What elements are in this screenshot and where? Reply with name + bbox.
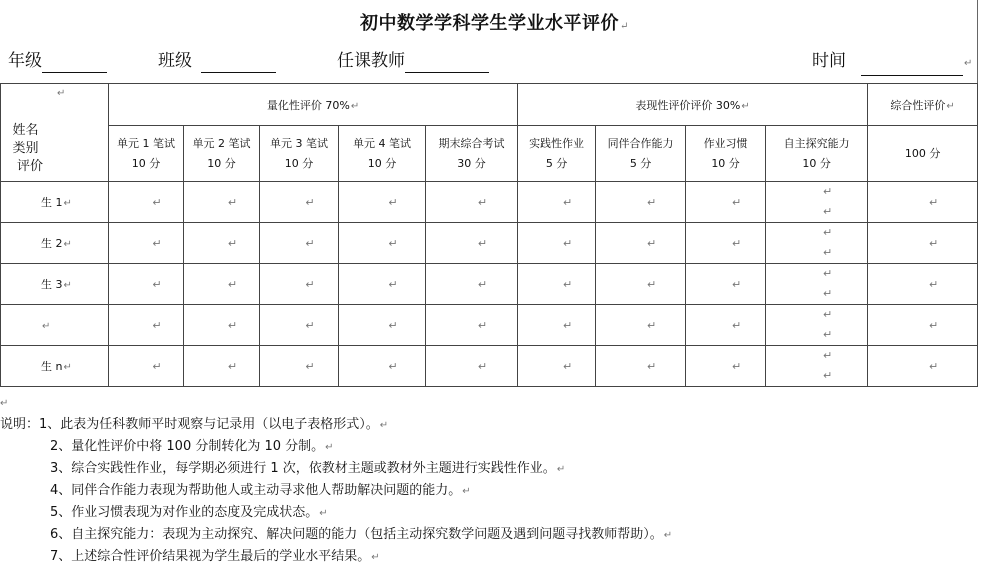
paragraph-mark-icon: ↵ <box>822 185 833 198</box>
paragraph-mark-icon: ↵ <box>227 195 238 209</box>
score-cell[interactable] <box>339 305 426 346</box>
score-cell[interactable] <box>686 223 766 264</box>
time-field <box>812 49 972 73</box>
paragraph-mark-icon: ↵ <box>646 318 657 332</box>
corner-label-evaluation: 评价 <box>17 159 44 174</box>
score-cell[interactable] <box>426 182 518 223</box>
paragraph-mark-icon: ↵ <box>477 318 488 332</box>
group-header-comprehensive: 综合性评价↵ <box>868 84 978 126</box>
paragraph-mark-icon: ↵ <box>227 236 238 250</box>
paragraph-mark-icon: ↵ <box>152 318 162 332</box>
table-row <box>1 223 978 264</box>
student-name: 生 n <box>41 360 63 373</box>
paragraph-mark-icon: ↵ <box>152 236 162 250</box>
paragraph-mark-icon: ↵ <box>227 277 238 291</box>
paragraph-mark-icon: ↵ <box>646 359 657 373</box>
paragraph-mark-icon: ↵ <box>388 236 398 250</box>
score-cell[interactable] <box>339 223 426 264</box>
paragraph-mark-icon: ↵ <box>477 359 488 373</box>
time-input-line[interactable] <box>861 55 963 76</box>
class-input-line[interactable] <box>201 52 276 73</box>
table-row <box>1 264 978 305</box>
paragraph-mark-icon: ↵ <box>0 398 9 409</box>
paragraph-mark-icon: ↵ <box>731 277 742 291</box>
score-cell[interactable] <box>109 346 184 387</box>
paragraph-mark-icon: ↵ <box>462 486 471 497</box>
paragraph-mark-icon: ↵ <box>928 195 939 209</box>
score-cell[interactable] <box>868 305 978 346</box>
score-cell[interactable] <box>109 305 184 346</box>
score-cell[interactable] <box>868 346 978 387</box>
paragraph-mark-icon: ↵ <box>325 442 334 453</box>
paragraph-mark-icon: ↵ <box>305 277 315 291</box>
corner-labels <box>8 122 43 176</box>
grade-field <box>8 49 107 73</box>
page-title <box>0 9 989 35</box>
score-cell[interactable] <box>260 182 339 223</box>
score-cell[interactable] <box>426 346 518 387</box>
score-cell[interactable] <box>596 264 686 305</box>
column-header-peer-cooperation: 同伴合作能力 5 分 <box>596 126 686 182</box>
paragraph-mark-icon: ↵ <box>562 318 573 332</box>
paragraph-mark-icon: ↵ <box>928 318 939 332</box>
table-row <box>1 305 978 346</box>
paragraph-mark-icon: ↵ <box>227 359 238 373</box>
grade-input-line[interactable] <box>42 52 107 73</box>
paragraph-mark-icon: ↵ <box>663 530 673 541</box>
paragraph-mark-icon: ↵ <box>379 420 389 431</box>
student-name: 生 1 <box>41 196 63 209</box>
column-header-unit-2: 单元 2 笔试 10 分 <box>184 126 260 182</box>
class-field <box>158 49 276 73</box>
column-header-self-inquiry: 自主探究能力 10 分 <box>766 126 868 182</box>
score-cell[interactable] <box>109 223 184 264</box>
score-cell[interactable] <box>766 346 868 387</box>
class-label: 班级 <box>158 51 192 71</box>
paragraph-mark-icon: ↵ <box>731 359 742 373</box>
corner-label-category: 类别 <box>12 141 39 156</box>
paragraph-mark-icon: ↵ <box>388 359 398 373</box>
score-cell[interactable] <box>260 264 339 305</box>
paragraph-mark-icon: ↵ <box>822 349 833 362</box>
score-cell[interactable] <box>109 264 184 305</box>
paragraph-mark-icon: ↵ <box>305 236 315 250</box>
paragraph-mark-icon: ↵ <box>822 205 833 218</box>
paragraph-mark-icon: ↵ <box>350 100 360 112</box>
paragraph-mark-icon: ↵ <box>928 359 939 373</box>
score-cell[interactable] <box>596 223 686 264</box>
notes-section <box>0 393 980 568</box>
column-header-final-exam: 期末综合考试 30 分 <box>426 126 518 182</box>
score-cell[interactable] <box>339 264 426 305</box>
paragraph-mark-icon: ↵ <box>477 236 488 250</box>
score-cell[interactable] <box>339 182 426 223</box>
teacher-field <box>337 49 489 73</box>
paragraph-mark-icon: ↵ <box>388 318 398 332</box>
paragraph-mark-icon: ↵ <box>227 318 238 332</box>
paragraph-mark-icon: ↵ <box>822 267 833 280</box>
score-cell[interactable] <box>518 305 596 346</box>
paragraph-mark-icon: ↵ <box>822 246 833 259</box>
paragraph-mark-icon: ↵ <box>42 320 51 332</box>
paragraph-mark-icon: ↵ <box>964 58 973 69</box>
score-cell[interactable] <box>766 264 868 305</box>
corner-header-cell <box>1 84 109 182</box>
paragraph-mark-icon: ↵ <box>57 88 66 99</box>
score-cell[interactable] <box>766 182 868 223</box>
score-cell[interactable] <box>184 346 260 387</box>
score-cell[interactable] <box>518 264 596 305</box>
grade-label: 年级 <box>8 51 42 71</box>
score-cell[interactable] <box>426 264 518 305</box>
paragraph-mark-icon: ↵ <box>556 464 566 475</box>
paragraph-mark-icon: ↵ <box>152 359 162 373</box>
paragraph-mark-icon: ↵ <box>388 277 398 291</box>
column-header-practical-homework: 实践性作业 5 分 <box>518 126 596 182</box>
score-cell[interactable] <box>518 223 596 264</box>
paragraph-mark-icon: ↵ <box>562 195 573 209</box>
score-cell[interactable] <box>184 264 260 305</box>
paragraph-mark-icon: ↵ <box>646 195 657 209</box>
paragraph-mark-icon: ↵ <box>562 277 573 291</box>
column-header-unit-1: 单元 1 笔试 10 分 <box>109 126 184 182</box>
score-cell[interactable] <box>260 346 339 387</box>
note-item: 4、同伴合作能力表现为帮助他人或主动寻求他人帮助解决问题的能力。↵ <box>50 483 471 498</box>
paragraph-mark-icon: ↵ <box>63 280 72 291</box>
corner-label-name: 姓名 <box>12 123 39 138</box>
student-name: 生 3 <box>41 278 63 291</box>
score-cell[interactable] <box>260 305 339 346</box>
score-cell[interactable] <box>518 346 596 387</box>
score-cell[interactable] <box>868 182 978 223</box>
paragraph-mark-icon: ↵ <box>731 318 742 332</box>
paragraph-mark-icon: ↵ <box>822 369 833 382</box>
score-cell[interactable] <box>426 223 518 264</box>
time-label: 时间 <box>812 51 846 71</box>
paragraph-mark-icon: ↵ <box>946 100 955 112</box>
score-cell[interactable] <box>868 223 978 264</box>
score-cell[interactable] <box>184 182 260 223</box>
column-header-unit-4: 单元 4 笔试 10 分 <box>339 126 426 182</box>
paragraph-mark-icon: ↵ <box>646 277 657 291</box>
row-label-cell <box>1 346 109 387</box>
paragraph-mark-icon: ↵ <box>731 236 742 250</box>
score-cell[interactable] <box>686 182 766 223</box>
notes-prefix: 说明： <box>0 417 40 432</box>
score-cell[interactable] <box>109 182 184 223</box>
paragraph-mark-icon: ↵ <box>822 287 833 300</box>
paragraph-mark-icon: ↵ <box>388 195 398 209</box>
column-header-total: 100 分 <box>868 126 978 182</box>
teacher-input-line[interactable] <box>405 52 489 73</box>
paragraph-mark-icon: ↵ <box>928 236 939 250</box>
group-header-performance: 表现性评价评价 30%↵ <box>518 84 868 126</box>
paragraph-mark-icon: ↵ <box>152 277 162 291</box>
score-cell[interactable] <box>766 305 868 346</box>
score-cell[interactable] <box>184 223 260 264</box>
group-header-quantitative: 量化性评价 70%↵ <box>109 84 518 126</box>
note-item: 2、量化性评价中将 100 分制转化为 10 分制。↵ <box>50 439 334 454</box>
score-cell[interactable] <box>596 182 686 223</box>
row-label-cell <box>1 182 109 223</box>
paragraph-mark-icon: ↵ <box>822 328 833 341</box>
paragraph-mark-icon: ↵ <box>646 236 657 250</box>
note-item: 说明：1、此表为任科教师平时观察与记录用（以电子表格形式）。↵ <box>0 417 389 432</box>
note-item: 7、上述综合性评价结果视为学生最后的学业水平结果。↵ <box>50 549 380 564</box>
paragraph-mark-icon: ↵ <box>305 359 315 373</box>
row-label-cell <box>1 305 109 346</box>
score-cell[interactable] <box>339 346 426 387</box>
score-cell[interactable] <box>686 264 766 305</box>
evaluation-table <box>0 83 978 387</box>
column-header-homework-habit: 作业习惯 10 分 <box>686 126 766 182</box>
title-text: 初中数学学科学生学业水平评价 <box>360 13 620 34</box>
paragraph-mark-icon: ↵ <box>152 195 162 209</box>
score-cell[interactable] <box>518 182 596 223</box>
column-header-unit-3: 单元 3 笔试 10 分 <box>260 126 339 182</box>
score-cell[interactable] <box>596 346 686 387</box>
score-cell[interactable] <box>766 223 868 264</box>
paragraph-mark-icon: ↵ <box>63 239 72 250</box>
paragraph-mark-icon: ↵ <box>319 508 328 519</box>
teacher-label: 任课教师 <box>337 51 405 71</box>
paragraph-mark-icon: ↵ <box>822 226 833 239</box>
student-name: 生 2 <box>41 237 63 250</box>
score-cell[interactable] <box>184 305 260 346</box>
paragraph-mark-icon: ↵ <box>63 362 72 373</box>
note-item: 6、自主探究能力：表现为主动探究、解决问题的能力（包括主动探究数学问题及遇到问题寻找教师帮助）。↵ <box>50 527 673 542</box>
paragraph-mark-icon: ↵ <box>477 195 488 209</box>
score-cell[interactable] <box>686 346 766 387</box>
paragraph-mark-icon: ↵ <box>305 195 315 209</box>
score-cell[interactable] <box>686 305 766 346</box>
score-cell[interactable] <box>596 305 686 346</box>
paragraph-mark-icon: ↵ <box>741 100 750 112</box>
row-label-cell <box>1 223 109 264</box>
paragraph-mark-icon: ↵ <box>822 308 833 321</box>
note-item: 3、综合实践性作业，每学期必须进行 1 次，依教材主题或教材外主题进行实践性作业。↵ <box>50 461 566 476</box>
paragraph-mark-icon: ↵ <box>305 318 315 332</box>
paragraph-mark-icon: ↵ <box>562 359 573 373</box>
paragraph-mark-icon: ↵ <box>620 21 629 32</box>
score-cell[interactable] <box>260 223 339 264</box>
note-item: 5、作业习惯表现为对作业的态度及完成状态。↵ <box>50 505 328 520</box>
paragraph-mark-icon: ↵ <box>731 195 742 209</box>
paragraph-mark-icon: ↵ <box>562 236 573 250</box>
paragraph-mark-icon: ↵ <box>928 277 939 291</box>
paragraph-mark-icon: ↵ <box>371 552 380 563</box>
table-row <box>1 346 978 387</box>
score-cell[interactable] <box>868 264 978 305</box>
paragraph-mark-icon: ↵ <box>63 198 72 209</box>
table-row <box>1 182 978 223</box>
paragraph-mark-icon: ↵ <box>477 277 488 291</box>
row-label-cell <box>1 264 109 305</box>
score-cell[interactable] <box>426 305 518 346</box>
